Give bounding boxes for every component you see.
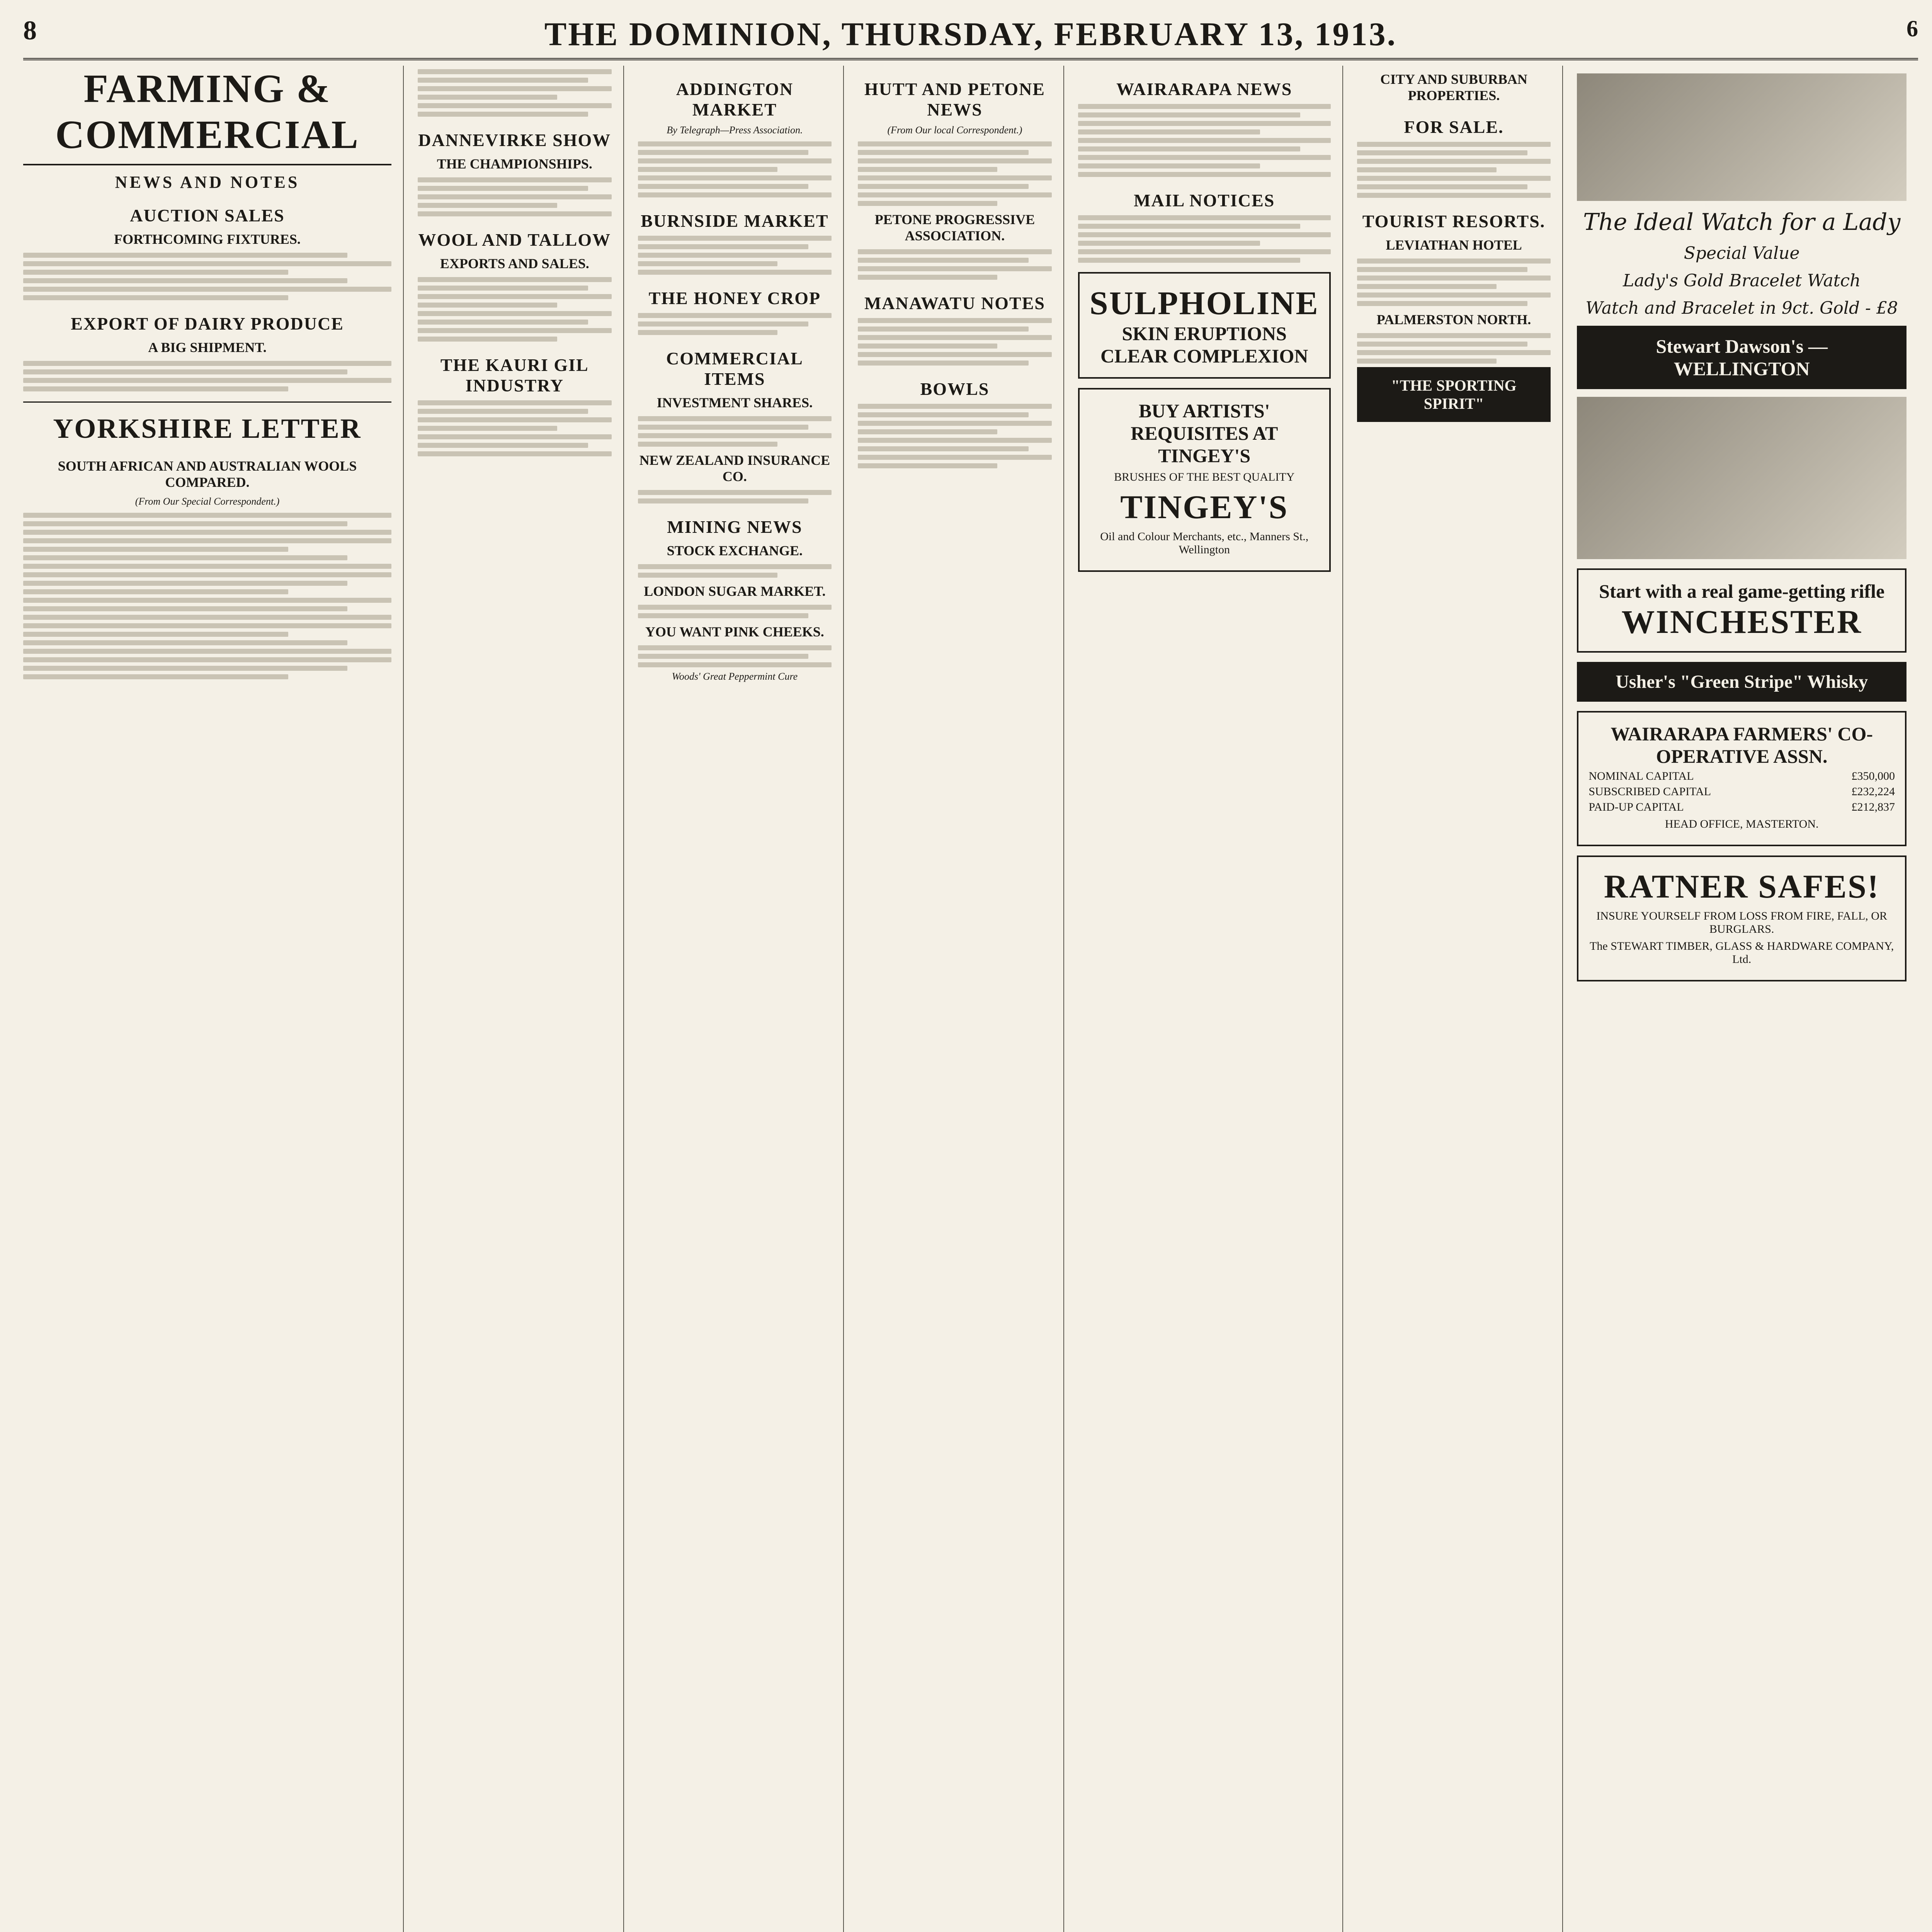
commercial-heading: COMMERCIAL ITEMS [666, 349, 803, 389]
page-number: 8 [23, 16, 37, 46]
column-5 [1078, 66, 1343, 1932]
sporting-spirit: "THE SPORTING SPIRIT" [1357, 367, 1551, 422]
head-office: HEAD OFFICE, MASTERTON. [1665, 818, 1819, 830]
insurance-heading: NEW ZEALAND INSURANCE CO. [639, 452, 830, 484]
honey-heading: THE HONEY CROP [648, 288, 821, 308]
column-6 [1357, 66, 1563, 1932]
column-3 [638, 66, 844, 1932]
sulpholine-ad [1078, 272, 1331, 379]
hutt-byline: (From Our local Correspondent.) [887, 124, 1022, 136]
addington-heading: ADDINGTON MARKET [676, 79, 794, 119]
rifle-headline: Start with a real game-getting rifle [1599, 580, 1885, 602]
tingeys-name: TINGEY'S [1120, 488, 1289, 526]
ratner-ad [1577, 855, 1906, 981]
for-sale-heading: FOR SALE. [1404, 117, 1504, 137]
auction-sales-heading: AUCTION SALES [130, 206, 285, 225]
subscribed-capital-row: SUBSCRIBED CAPITAL £232,224 [1588, 785, 1895, 798]
winchester-logo: WINCHESTER [1621, 603, 1862, 640]
usher-whisky: Usher's "Green Stripe" Whisky [1577, 662, 1906, 702]
mining-heading: MINING NEWS [667, 517, 803, 537]
addington-byline: By Telegraph—Press Association. [667, 124, 803, 136]
watch-price: Watch and Bracelet in 9ct. Gold - £8 [1585, 298, 1898, 318]
wairarapa-farmers-ad [1577, 711, 1906, 846]
artists-requisites: BUY ARTISTS' REQUISITES AT TINGEY'S [1131, 400, 1278, 466]
mail-notices-heading: MAIL NOTICES [1134, 190, 1275, 210]
wool-tallow-heading: WOOL AND TALLOW [418, 230, 611, 250]
kauri-heading: THE KAURI GIL INDUSTRY [440, 355, 589, 395]
page-body [23, 66, 1918, 1932]
dairy-subheading: A BIG SHIPMENT. [148, 340, 267, 355]
paid-capital-row: PAID-UP CAPITAL £212,837 [1588, 801, 1895, 813]
winchester-ad [1577, 568, 1906, 653]
stock-exchange-heading: STOCK EXCHANGE. [667, 543, 803, 558]
yorkshire-byline: (From Our Special Correspondent.) [135, 496, 280, 507]
ideal-watch-heading: The Ideal Watch for a Lady [1583, 209, 1901, 236]
tingeys-ad [1078, 388, 1331, 572]
stewart-timber: The STEWART TIMBER, GLASS & HARDWARE COMPANY, Ltd. [1590, 940, 1894, 966]
column-4 [858, 66, 1064, 1932]
championships-heading: THE CHAMPIONSHIPS. [437, 156, 592, 172]
investment-heading: INVESTMENT SHARES. [656, 395, 813, 410]
yorkshire-heading: YORKSHIRE LETTER [53, 413, 362, 444]
nominal-capital-row: NOMINAL CAPITAL £350,000 [1588, 770, 1895, 782]
sulpholine-subtitle: SKIN ERUPTIONS CLEAR COMPLEXION [1100, 323, 1308, 367]
burnside-heading: BURNSIDE MARKET [641, 211, 829, 231]
peppermint-footer: Woods' Great Peppermint Cure [672, 671, 798, 682]
special-value: Special Value [1684, 243, 1800, 263]
ratner-subtitle: INSURE YOURSELF FROM LOSS FROM FIRE, FALL, OR BURGLARS. [1596, 910, 1887, 935]
manawatu-heading: MANAWATU NOTES [864, 293, 1046, 313]
petone-heading: PETONE PROGRESSIVE ASSOCIATION. [874, 212, 1035, 243]
masthead [23, 12, 1918, 60]
column-1 [23, 66, 404, 1932]
dannevirke-heading: DANNEVIRKE SHOW [418, 130, 611, 150]
city-suburban-heading: CITY AND SUBURBAN PROPERTIES. [1380, 71, 1527, 103]
bracelet-heading: Lady's Gold Bracelet Watch [1622, 271, 1861, 291]
hunting-illustration [1577, 397, 1906, 559]
bowls-heading: BOWLS [920, 379, 990, 399]
ratner-title: RATNER SAFES! [1604, 868, 1880, 905]
pink-cheeks-heading: YOU WANT PINK CHEEKS. [645, 624, 824, 639]
section-banner: FARMING & COMMERCIAL [23, 66, 391, 165]
brushes-line: BRUSHES OF THE BEST QUALITY [1114, 471, 1295, 483]
tourist-heading: TOURIST RESORTS. [1362, 211, 1546, 231]
palmerston-heading: PALMERSTON NORTH. [1376, 312, 1531, 327]
wairarapa-news-heading: WAIRARAPA NEWS [1116, 79, 1293, 99]
watch-illustration [1577, 73, 1906, 201]
column-7 [1577, 66, 1918, 1932]
sulpholine-title: SULPHOLINE [1089, 284, 1319, 321]
exports-sales-heading: EXPORTS AND SALES. [440, 256, 589, 271]
page-code: 6 [1906, 16, 1918, 41]
news-notes-heading: NEWS AND NOTES [115, 173, 300, 192]
london-sugar-heading: LONDON SUGAR MARKET. [644, 583, 826, 599]
forthcoming-heading: FORTHCOMING FIXTURES. [114, 231, 301, 247]
newspaper-title: THE DOMINION, THURSDAY, FEBRUARY 13, 1913. [544, 15, 1397, 53]
leviathan-heading: LEVIATHAN HOTEL [1386, 237, 1522, 253]
stewart-dawson: Stewart Dawson's — WELLINGTON [1577, 326, 1906, 389]
yorkshire-subheading: SOUTH AFRICAN AND AUSTRALIAN WOOLS COMPARED. [58, 458, 357, 490]
tingeys-address: Oil and Colour Merchants, etc., Manners St., Wellington [1100, 530, 1309, 556]
dairy-heading: EXPORT OF DAIRY PRODUCE [71, 314, 344, 333]
hutt-heading: HUTT AND PETONE NEWS [864, 79, 1045, 119]
wairarapa-farmers-title: WAIRARAPA FARMERS' CO-OPERATIVE ASSN. [1611, 723, 1873, 767]
column-2 [418, 66, 624, 1932]
